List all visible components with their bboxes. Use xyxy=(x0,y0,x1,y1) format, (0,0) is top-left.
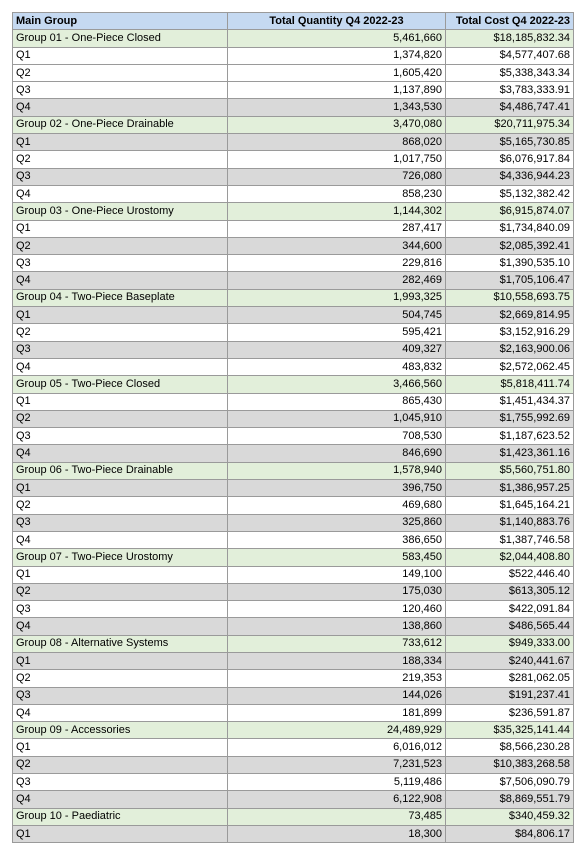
cost-cell[interactable]: $1,390,535.10 xyxy=(446,255,574,272)
cost-cell[interactable]: $3,152,916.29 xyxy=(446,324,574,341)
quantity-cell[interactable]: 18,300 xyxy=(228,825,446,842)
quantity-cell[interactable]: 3,470,080 xyxy=(228,116,446,133)
quantity-cost-table xyxy=(12,12,574,843)
cost-cell[interactable]: $4,336,944.23 xyxy=(446,168,574,185)
row-label-cell[interactable]: Q1 xyxy=(13,739,228,756)
cost-cell[interactable]: $949,333.00 xyxy=(446,635,574,652)
quarter-row xyxy=(13,99,574,116)
quarter-row xyxy=(13,774,574,791)
quarter-row xyxy=(13,497,574,514)
row-label-cell[interactable]: Q3 xyxy=(13,428,228,445)
quarter-row xyxy=(13,480,574,497)
row-label-cell[interactable]: Q4 xyxy=(13,445,228,462)
quantity-cell[interactable]: 409,327 xyxy=(228,341,446,358)
group-row xyxy=(13,203,574,220)
cost-cell[interactable]: $6,915,874.07 xyxy=(446,203,574,220)
row-label-cell[interactable]: Q1 xyxy=(13,134,228,151)
cost-cell[interactable]: $2,572,062.45 xyxy=(446,358,574,375)
quarter-row xyxy=(13,82,574,99)
row-label-cell[interactable]: Q3 xyxy=(13,82,228,99)
cost-cell[interactable]: $18,185,832.34 xyxy=(446,30,574,47)
quarter-row xyxy=(13,601,574,618)
row-label-cell[interactable]: Q2 xyxy=(13,583,228,600)
quantity-cell[interactable]: 144,026 xyxy=(228,687,446,704)
row-label-cell[interactable]: Group 05 - Two-Piece Closed xyxy=(13,376,228,393)
row-label-cell[interactable]: Group 01 - One-Piece Closed xyxy=(13,30,228,47)
group-row xyxy=(13,376,574,393)
cost-cell[interactable]: $7,506,090.79 xyxy=(446,774,574,791)
row-label-cell[interactable]: Q4 xyxy=(13,358,228,375)
row-label-cell[interactable]: Group 04 - Two-Piece Baseplate xyxy=(13,289,228,306)
cost-cell[interactable]: $191,237.41 xyxy=(446,687,574,704)
group-row xyxy=(13,30,574,47)
cost-cell[interactable]: $10,558,693.75 xyxy=(446,289,574,306)
row-label-cell[interactable]: Q1 xyxy=(13,393,228,410)
quantity-cell[interactable]: 1,343,530 xyxy=(228,99,446,116)
header-row xyxy=(13,13,574,30)
cost-cell[interactable]: $5,338,343.34 xyxy=(446,64,574,81)
cost-cell[interactable]: $10,383,268.58 xyxy=(446,756,574,773)
row-label-cell[interactable]: Q1 xyxy=(13,652,228,669)
quantity-cell[interactable]: 6,016,012 xyxy=(228,739,446,756)
cost-cell[interactable]: $5,132,382.42 xyxy=(446,185,574,202)
quantity-cell[interactable]: 149,100 xyxy=(228,566,446,583)
row-label-cell[interactable]: Q3 xyxy=(13,601,228,618)
row-label-cell[interactable]: Q3 xyxy=(13,687,228,704)
row-label-cell[interactable]: Q4 xyxy=(13,99,228,116)
cost-cell[interactable]: $1,734,840.09 xyxy=(446,220,574,237)
row-label-cell[interactable]: Group 06 - Two-Piece Drainable xyxy=(13,462,228,479)
row-label-cell[interactable]: Group 03 - One-Piece Urostomy xyxy=(13,203,228,220)
cost-cell[interactable]: $2,163,900.06 xyxy=(446,341,574,358)
header-main-group[interactable]: Main Group xyxy=(13,13,228,30)
quantity-cell[interactable]: 138,860 xyxy=(228,618,446,635)
cost-cell[interactable]: $5,818,411.74 xyxy=(446,376,574,393)
row-label-cell[interactable]: Q1 xyxy=(13,307,228,324)
quantity-cell[interactable]: 1,144,302 xyxy=(228,203,446,220)
quarter-row xyxy=(13,652,574,669)
group-row xyxy=(13,549,574,566)
quarter-row xyxy=(13,255,574,272)
row-label-cell[interactable]: Q2 xyxy=(13,670,228,687)
cost-cell[interactable]: $4,486,747.41 xyxy=(446,99,574,116)
cost-cell[interactable]: $1,755,992.69 xyxy=(446,410,574,427)
cost-cell[interactable]: $281,062.05 xyxy=(446,670,574,687)
quarter-row xyxy=(13,134,574,151)
quarter-row xyxy=(13,531,574,548)
quarter-row xyxy=(13,393,574,410)
quarter-row xyxy=(13,428,574,445)
quarter-row xyxy=(13,358,574,375)
quantity-cell[interactable]: 5,119,486 xyxy=(228,774,446,791)
cost-cell[interactable]: $20,711,975.34 xyxy=(446,116,574,133)
cost-cell[interactable]: $1,451,434.37 xyxy=(446,393,574,410)
quarter-row xyxy=(13,324,574,341)
row-label-cell[interactable]: Q2 xyxy=(13,410,228,427)
quantity-cell[interactable]: 188,334 xyxy=(228,652,446,669)
cost-cell[interactable]: $422,091.84 xyxy=(446,601,574,618)
quantity-cell[interactable]: 1,374,820 xyxy=(228,47,446,64)
quarter-row xyxy=(13,514,574,531)
quantity-cell[interactable]: 865,430 xyxy=(228,393,446,410)
quarter-row xyxy=(13,791,574,808)
row-label-cell[interactable]: Q3 xyxy=(13,168,228,185)
quarter-row xyxy=(13,272,574,289)
cost-cell[interactable]: $522,446.40 xyxy=(446,566,574,583)
row-label-cell[interactable]: Q3 xyxy=(13,514,228,531)
quantity-cell[interactable]: 7,231,523 xyxy=(228,756,446,773)
quarter-row xyxy=(13,583,574,600)
quantity-cell[interactable]: 469,680 xyxy=(228,497,446,514)
group-row xyxy=(13,808,574,825)
quantity-cell[interactable]: 386,650 xyxy=(228,531,446,548)
quantity-cell[interactable]: 219,353 xyxy=(228,670,446,687)
quantity-cell[interactable]: 583,450 xyxy=(228,549,446,566)
quarter-row xyxy=(13,825,574,842)
quantity-cell[interactable]: 846,690 xyxy=(228,445,446,462)
quantity-cell[interactable]: 1,045,910 xyxy=(228,410,446,427)
row-label-cell[interactable]: Group 08 - Alternative Systems xyxy=(13,635,228,652)
cost-cell[interactable]: $486,565.44 xyxy=(446,618,574,635)
quantity-cell[interactable]: 287,417 xyxy=(228,220,446,237)
quantity-cell[interactable]: 325,860 xyxy=(228,514,446,531)
quantity-cell[interactable]: 726,080 xyxy=(228,168,446,185)
cost-cell[interactable]: $1,423,361.16 xyxy=(446,445,574,462)
row-label-cell[interactable]: Q2 xyxy=(13,151,228,168)
row-label-cell[interactable]: Q2 xyxy=(13,237,228,254)
quantity-cell[interactable]: 282,469 xyxy=(228,272,446,289)
quarter-row xyxy=(13,307,574,324)
quantity-cell[interactable]: 181,899 xyxy=(228,704,446,721)
quarter-row xyxy=(13,341,574,358)
row-label-cell[interactable]: Q2 xyxy=(13,756,228,773)
row-label-cell[interactable]: Q2 xyxy=(13,324,228,341)
quantity-cell[interactable]: 3,466,560 xyxy=(228,376,446,393)
cost-cell[interactable]: $2,669,814.95 xyxy=(446,307,574,324)
quarter-row xyxy=(13,47,574,64)
cost-cell[interactable]: $6,076,917.84 xyxy=(446,151,574,168)
cost-cell[interactable]: $2,044,408.80 xyxy=(446,549,574,566)
quantity-cell[interactable]: 6,122,908 xyxy=(228,791,446,808)
quarter-row xyxy=(13,64,574,81)
cost-cell[interactable]: $1,705,106.47 xyxy=(446,272,574,289)
group-row xyxy=(13,462,574,479)
quarter-row xyxy=(13,237,574,254)
quantity-cell[interactable]: 120,460 xyxy=(228,601,446,618)
row-label-cell[interactable]: Q1 xyxy=(13,220,228,237)
row-label-cell[interactable]: Q1 xyxy=(13,47,228,64)
quantity-cell[interactable]: 1,017,750 xyxy=(228,151,446,168)
quantity-cell[interactable]: 483,832 xyxy=(228,358,446,375)
group-row xyxy=(13,722,574,739)
quantity-cell[interactable]: 396,750 xyxy=(228,480,446,497)
row-label-cell[interactable]: Group 10 - Paediatric xyxy=(13,808,228,825)
quantity-cell[interactable]: 1,605,420 xyxy=(228,64,446,81)
quantity-cell[interactable]: 595,421 xyxy=(228,324,446,341)
cost-cell[interactable]: $1,387,746.58 xyxy=(446,531,574,548)
row-label-cell[interactable]: Q1 xyxy=(13,566,228,583)
row-label-cell[interactable]: Q4 xyxy=(13,531,228,548)
row-label-cell[interactable]: Q1 xyxy=(13,480,228,497)
row-label-cell[interactable]: Q3 xyxy=(13,341,228,358)
quarter-row xyxy=(13,704,574,721)
quarter-row xyxy=(13,168,574,185)
quantity-cell[interactable]: 858,230 xyxy=(228,185,446,202)
quantity-cell[interactable]: 868,020 xyxy=(228,134,446,151)
quantity-cell[interactable]: 504,745 xyxy=(228,307,446,324)
row-label-cell[interactable]: Q4 xyxy=(13,272,228,289)
cost-cell[interactable]: $236,591.87 xyxy=(446,704,574,721)
header-total-quantity[interactable]: Total Quantity Q4 2022-23 xyxy=(228,13,446,30)
group-row xyxy=(13,116,574,133)
quarter-row xyxy=(13,756,574,773)
quarter-row xyxy=(13,670,574,687)
quantity-cell[interactable]: 24,489,929 xyxy=(228,722,446,739)
group-row xyxy=(13,635,574,652)
quantity-cell[interactable]: 344,600 xyxy=(228,237,446,254)
row-label-cell[interactable]: Group 02 - One-Piece Drainable xyxy=(13,116,228,133)
row-label-cell[interactable]: Q4 xyxy=(13,791,228,808)
cost-cell[interactable]: $5,165,730.85 xyxy=(446,134,574,151)
quarter-row xyxy=(13,739,574,756)
cost-cell[interactable]: $4,577,407.68 xyxy=(446,47,574,64)
quarter-row xyxy=(13,618,574,635)
quantity-cell[interactable]: 175,030 xyxy=(228,583,446,600)
cost-cell[interactable]: $1,386,957.25 xyxy=(446,480,574,497)
cost-cell[interactable]: $1,187,623.52 xyxy=(446,428,574,445)
quantity-cell[interactable]: 1,137,890 xyxy=(228,82,446,99)
row-label-cell[interactable]: Q4 xyxy=(13,618,228,635)
cost-cell[interactable]: $613,305.12 xyxy=(446,583,574,600)
cost-cell[interactable]: $1,645,164.21 xyxy=(446,497,574,514)
quantity-cell[interactable]: 1,993,325 xyxy=(228,289,446,306)
row-label-cell[interactable]: Q4 xyxy=(13,704,228,721)
quantity-cell[interactable]: 708,530 xyxy=(228,428,446,445)
row-label-cell[interactable]: Q1 xyxy=(13,825,228,842)
quarter-row xyxy=(13,566,574,583)
cost-cell[interactable]: $3,783,333.91 xyxy=(446,82,574,99)
quarter-row xyxy=(13,220,574,237)
cost-cell[interactable]: $240,441.67 xyxy=(446,652,574,669)
quantity-cell[interactable]: 5,461,660 xyxy=(228,30,446,47)
row-label-cell[interactable]: Q2 xyxy=(13,64,228,81)
row-label-cell[interactable]: Q4 xyxy=(13,185,228,202)
cost-cell[interactable]: $8,869,551.79 xyxy=(446,791,574,808)
cost-cell[interactable]: $1,140,883.76 xyxy=(446,514,574,531)
cost-cell[interactable]: $84,806.17 xyxy=(446,825,574,842)
cost-cell[interactable]: $8,566,230.28 xyxy=(446,739,574,756)
quarter-row xyxy=(13,687,574,704)
quantity-cell[interactable]: 229,816 xyxy=(228,255,446,272)
quantity-cell[interactable]: 1,578,940 xyxy=(228,462,446,479)
quantity-cell[interactable]: 733,612 xyxy=(228,635,446,652)
row-label-cell[interactable]: Q2 xyxy=(13,497,228,514)
quantity-cell[interactable]: 73,485 xyxy=(228,808,446,825)
row-label-cell[interactable]: Q3 xyxy=(13,255,228,272)
row-label-cell[interactable]: Group 09 - Accessories xyxy=(13,722,228,739)
quarter-row xyxy=(13,151,574,168)
group-row xyxy=(13,289,574,306)
cost-cell[interactable]: $2,085,392.41 xyxy=(446,237,574,254)
quarter-row xyxy=(13,410,574,427)
cost-cell[interactable]: $35,325,141.44 xyxy=(446,722,574,739)
header-total-cost[interactable]: Total Cost Q4 2022-23 xyxy=(446,13,574,30)
cost-cell[interactable]: $340,459.32 xyxy=(446,808,574,825)
cost-cell[interactable]: $5,560,751.80 xyxy=(446,462,574,479)
row-label-cell[interactable]: Q3 xyxy=(13,774,228,791)
quarter-row xyxy=(13,185,574,202)
quarter-row xyxy=(13,445,574,462)
row-label-cell[interactable]: Group 07 - Two-Piece Urostomy xyxy=(13,549,228,566)
